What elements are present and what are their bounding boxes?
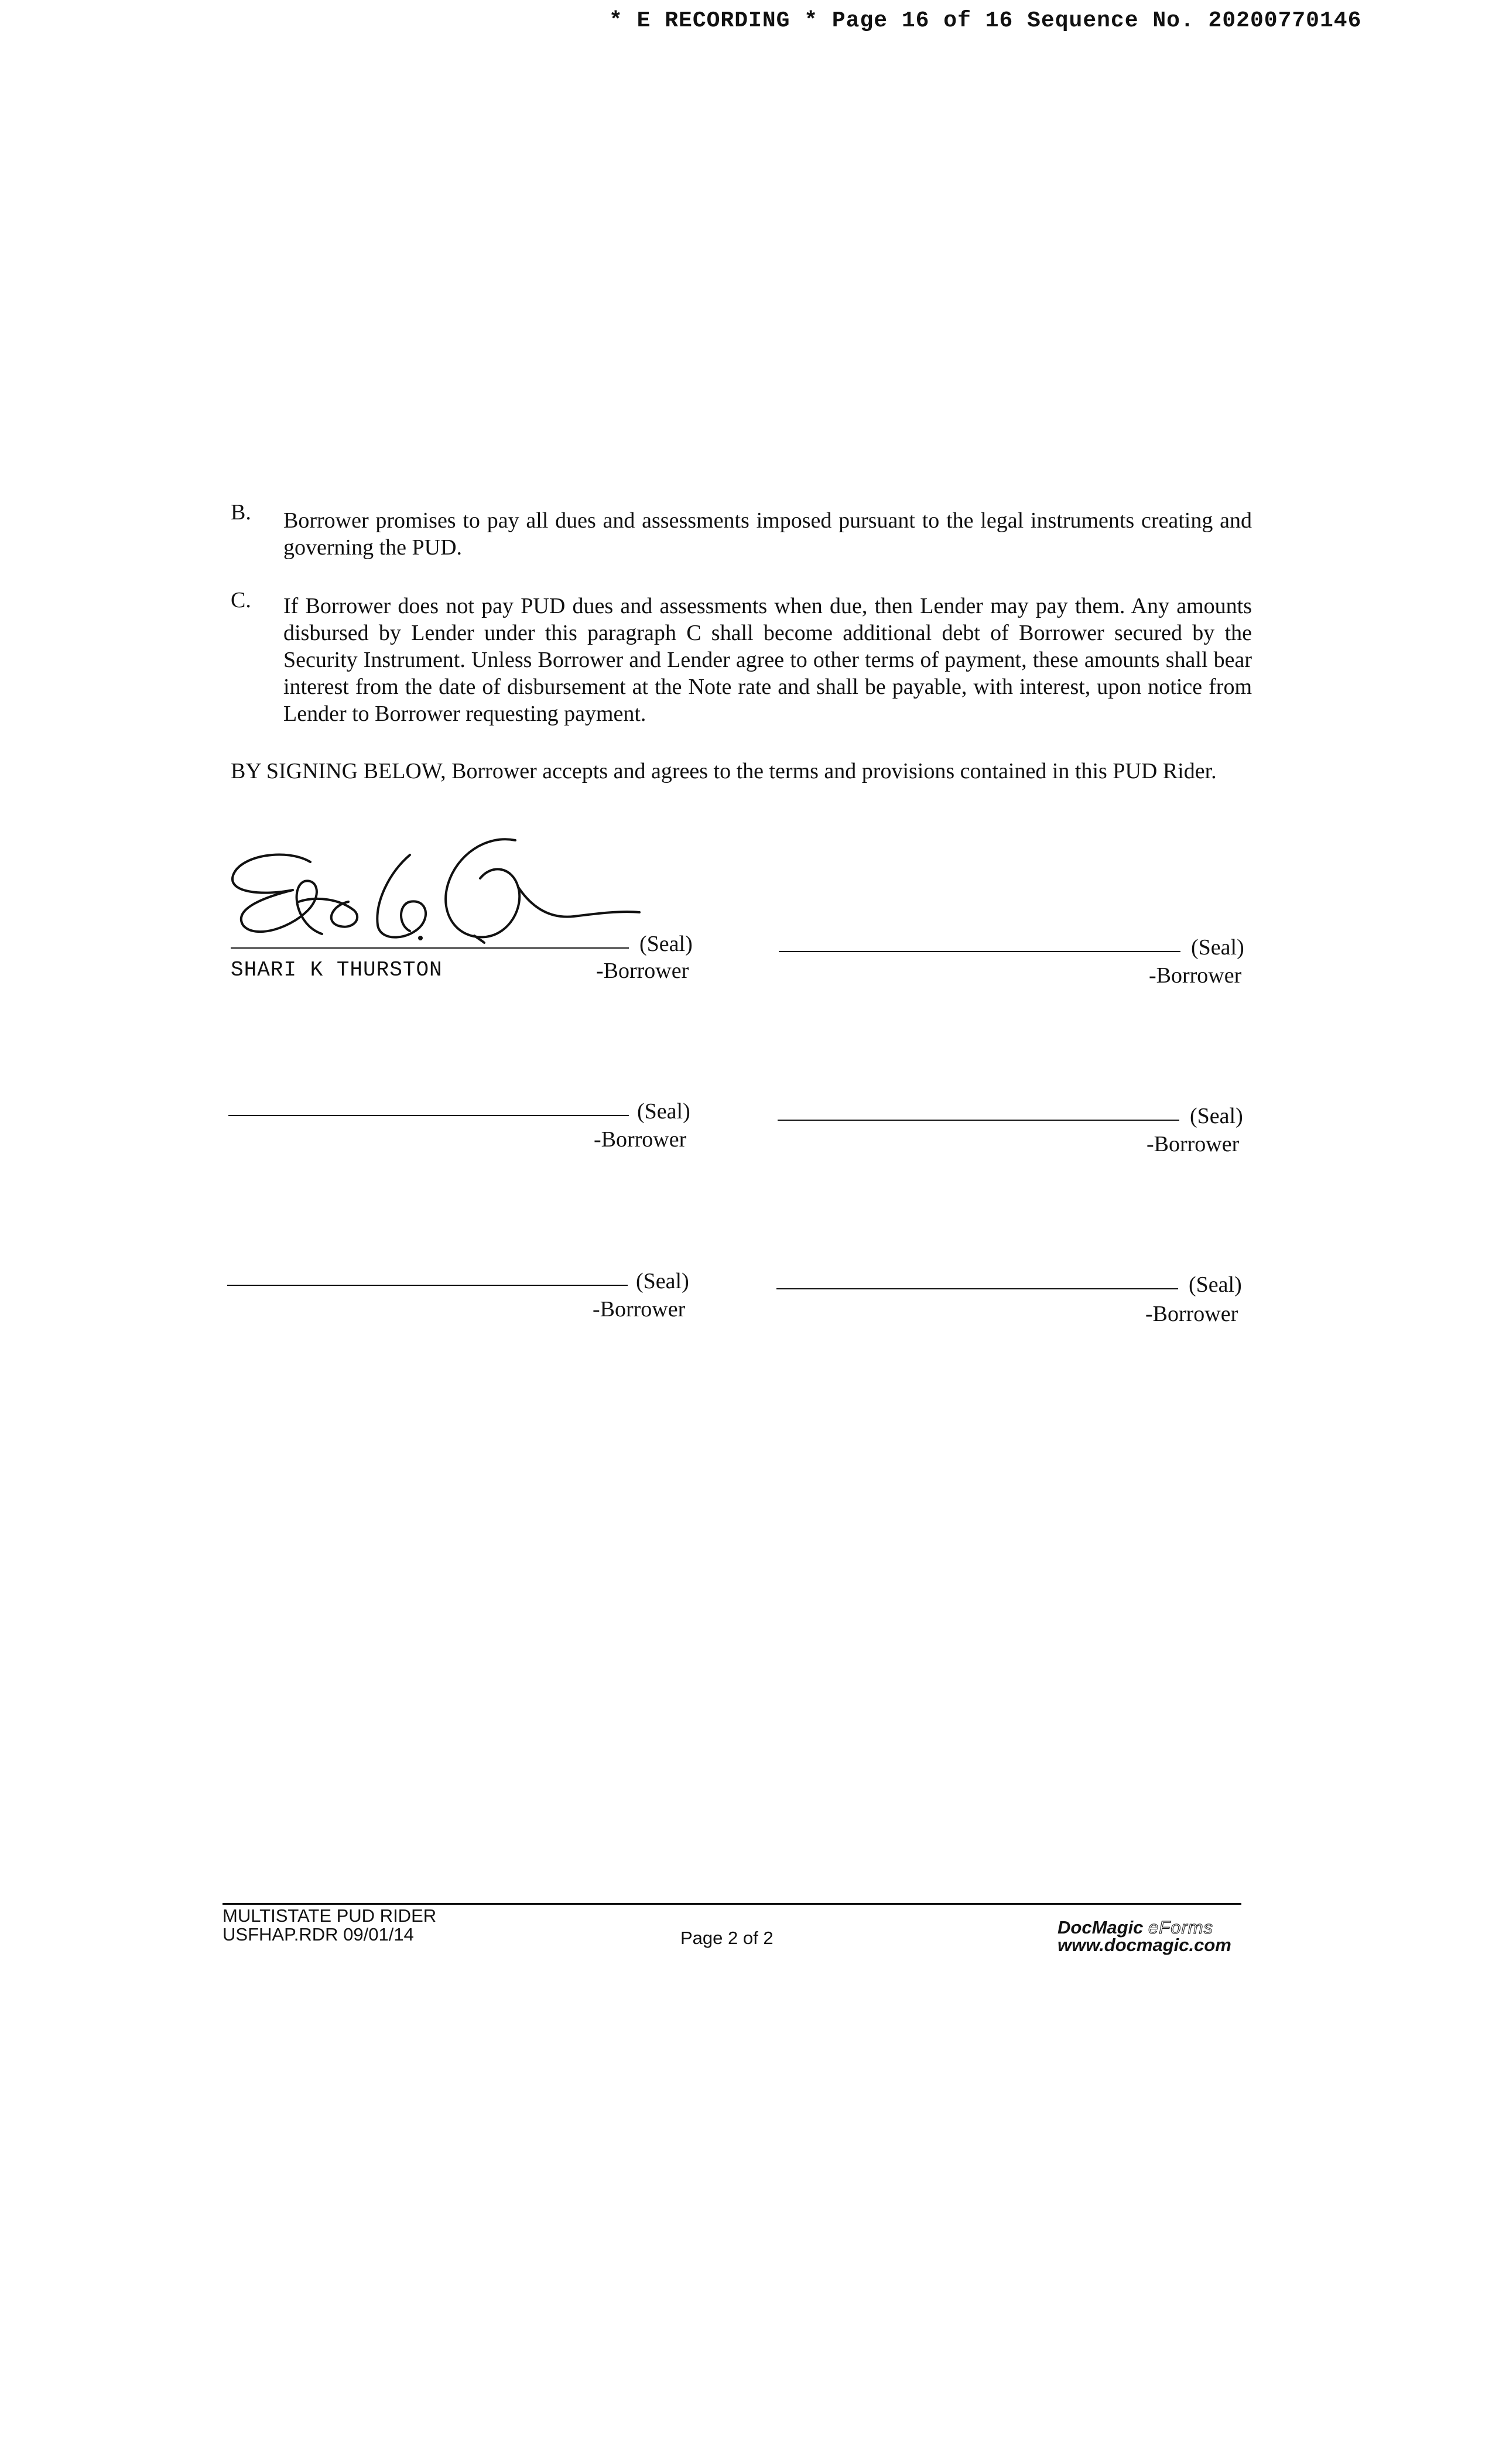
signing-statement: BY SIGNING BELOW, Borrower accepts and agrees to the terms and provisions contained in this PUD Rider. <box>231 759 1217 783</box>
eforms-mark: eForms <box>1148 1917 1214 1938</box>
docmagic-website: www.docmagic.com <box>1057 1935 1231 1955</box>
footer-form-code: USFHAP.RDR 09/01/14 <box>223 1924 414 1945</box>
borrower-label-4: -Borrower <box>1147 1132 1240 1156</box>
signature-line-3 <box>228 1115 629 1116</box>
borrower-label-6: -Borrower <box>1145 1302 1238 1326</box>
footer-form-title: MULTISTATE PUD RIDER <box>223 1905 437 1926</box>
recording-stamp: * E RECORDING * Page 16 of 16 Sequence No. 20200770146 <box>609 8 1362 33</box>
borrower-label-1: -Borrower <box>596 959 689 983</box>
footer-page-number: Page 2 of 2 <box>680 1928 774 1948</box>
footer-rule <box>223 1903 1241 1905</box>
seal-label-1: (Seal) <box>639 932 693 956</box>
paragraph-c-text: If Borrower does not pay PUD dues and assessments when due, then Lender may pay them. Any amounts disbursed by Lender under this paragraph C shall become additional debt of Borrower secured by the Security Instrument. Unless Borrower and Lender agree to other terms of payment, these amounts shall bear interest from the date of disbursement at the Note rate and shall be payable, with interest, upon notice from Lender to Borrower requesting payment. <box>283 594 1252 726</box>
borrower-label-5: -Borrower <box>593 1297 686 1322</box>
seal-label-4: (Seal) <box>1190 1104 1243 1128</box>
paragraph-b-text: Borrower promises to pay all dues and assessments imposed pursuant to the legal instruments creating and governing the PUD. <box>283 508 1252 560</box>
seal-label-5: (Seal) <box>636 1269 689 1293</box>
signature-line-6 <box>776 1288 1178 1289</box>
borrower-label-3: -Borrower <box>594 1127 687 1152</box>
signature-line-2 <box>779 951 1180 952</box>
paragraph-b-letter: B. <box>231 500 251 525</box>
docmagic-brand: DocMagic <box>1057 1917 1144 1938</box>
seal-label-2: (Seal) <box>1191 935 1244 960</box>
seal-label-3: (Seal) <box>637 1099 690 1124</box>
signer-name-1: SHARI K THURSTON <box>231 958 443 982</box>
borrower-label-2: -Borrower <box>1149 963 1242 988</box>
signature-line-1 <box>231 947 629 949</box>
signature-line-4 <box>778 1120 1179 1121</box>
signature-line-5 <box>227 1285 628 1286</box>
paragraph-c-letter: C. <box>231 588 251 612</box>
seal-label-6: (Seal) <box>1189 1272 1242 1297</box>
borrower-signature <box>223 831 644 954</box>
